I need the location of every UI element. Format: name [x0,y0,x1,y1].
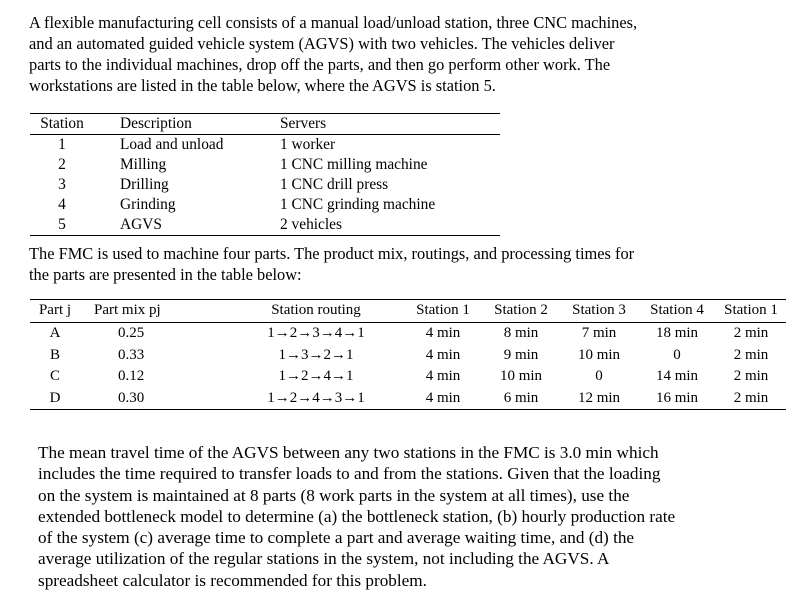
text-line: average utilization of the regular stations in the system, not including the AGVS. A [38,549,610,569]
cell-routing: 1→2→4→3→1 [228,388,404,410]
cell-time: 4 min [425,325,461,341]
header-station-1: Station 1 [404,300,482,323]
text-line: A flexible manufacturing cell consists of a manual load/unload station, three CNC machines, [29,13,638,32]
header-station-routing: Station routing [228,300,404,323]
cell-part: A [49,325,61,341]
cell-station: 3 [58,176,66,193]
table-header-row [30,300,786,323]
header-description: Description [94,114,280,135]
cell-routing: 1→2→4→1 [278,368,354,384]
text-line: and an automated guided vehicle system (AGVS) with two vehicles. The vehicles deliver [29,34,615,53]
text-line: workstations are listed in the table below, where the AGVS is station 5. [29,76,496,95]
cell-part-mix: 0.25 [118,325,145,341]
text-line: on the system is maintained at 8 parts (8 work parts in the system at all times), use the [38,485,630,505]
table-row [30,215,500,236]
cell-servers: 1 worker [280,136,336,153]
text-line: the parts are presented in the table below: [29,265,302,284]
cell-part: B [49,346,60,363]
table-header-row [30,114,500,135]
table-row [30,323,786,345]
cell-time: 2 min [733,346,769,363]
cell-time: 9 min [503,346,539,363]
table-row [30,345,786,367]
header-station-1-unload: Station 1 [716,300,786,323]
mix-intro-paragraph [29,243,749,285]
cell-time: 2 min [716,388,786,410]
table-row [30,366,786,388]
cell-station: 4 [58,196,66,213]
cell-time: 6 min [482,388,560,410]
table-row [30,195,500,215]
header-part-mix: Part mix pj [80,300,228,323]
cell-part-mix: 0.30 [80,388,228,410]
cell-time: 2 min [733,368,769,384]
cell-description: Grinding [120,196,176,213]
text-line: of the system (c) average time to complete a part and average waiting time, and (d) the [38,528,635,548]
cell-time: 8 min [503,325,539,341]
cell-part-mix: 0.12 [118,368,145,384]
cell-time: 4 min [404,388,482,410]
header-servers: Servers [280,114,500,135]
cell-time: 2 min [733,325,769,341]
header-station: Station [30,114,94,135]
cell-time: 4 min [425,368,461,384]
cell-servers: 1 CNC drill press [280,176,389,193]
cell-time: 10 min [577,346,621,363]
cell-time: 0 [595,368,603,384]
table-row [30,155,500,175]
table-row [30,175,500,195]
cell-routing: 1→3→2→1 [278,346,354,363]
cell-time: 14 min [655,368,699,384]
cell-routing: 1→2→3→4→1 [267,325,365,341]
cell-description: AGVS [94,215,280,236]
question-paragraph [38,442,758,591]
table-row [30,388,786,410]
cell-time: 10 min [499,368,543,384]
cell-description: Milling [120,156,167,173]
text-line: parts to the individual machines, drop off the parts, and then go perform other work. The [29,55,611,74]
text-line: The mean travel time of the AGVS between any two stations in the FMC is 3.0 min which [38,443,659,462]
cell-servers: 2 vehicles [280,215,500,236]
cell-time: 4 min [425,346,461,363]
cell-time: 0 [673,346,681,363]
parts-table [30,299,786,410]
header-station-2: Station 2 [482,300,560,323]
cell-time: 18 min [655,325,699,341]
text-line: includes the time required to transfer loads to and from the stations. Given that the loading [38,464,661,484]
header-part: Part j [30,300,80,323]
cell-station: 1 [58,136,66,153]
cell-description: Load and unload [120,136,224,153]
cell-station: 2 [58,156,66,173]
cell-time: 16 min [638,388,716,410]
text-line: extended bottleneck model to determine (a) the bottleneck station, (b) hourly production rate [38,506,676,526]
cell-time: 7 min [581,325,617,341]
header-station-4: Station 4 [638,300,716,323]
cell-part: D [30,388,80,410]
text-line: The FMC is used to machine four parts. The product mix, routings, and processing times for [29,244,635,263]
cell-part: C [49,368,60,384]
cell-description: Drilling [120,176,169,193]
cell-servers: 1 CNC milling machine [280,156,428,173]
cell-servers: 1 CNC grinding machine [280,196,436,213]
cell-part-mix: 0.33 [118,346,145,363]
intro-paragraph [29,12,729,96]
cell-time: 12 min [560,388,638,410]
text-line: spreadsheet calculator is recommended for this problem. [38,570,427,590]
stations-table [30,113,500,236]
header-station-3: Station 3 [560,300,638,323]
cell-station: 5 [30,215,94,236]
table-row [30,135,500,156]
